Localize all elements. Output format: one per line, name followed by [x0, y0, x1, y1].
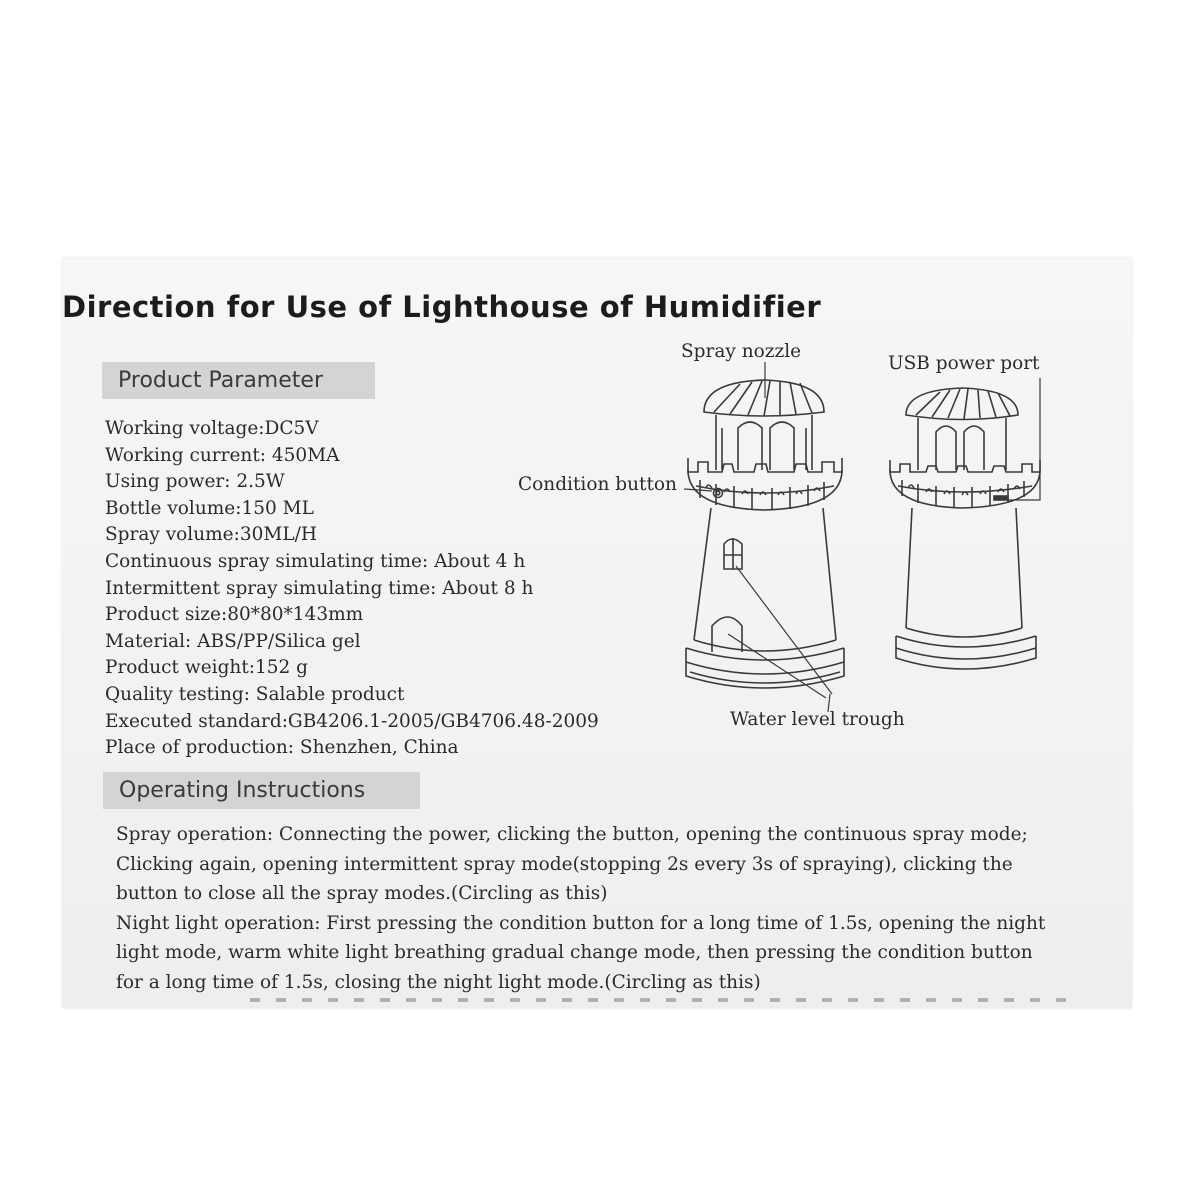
lighthouse-side-illustration — [890, 388, 1040, 669]
param-item: Product size:80*80*143mm — [105, 604, 364, 626]
instruction-line: Clicking again, opening intermittent spray mode(stopping 2s every 3s of spraying), clicking the — [116, 853, 1013, 875]
usb-power-port-label: USB power port — [888, 353, 1040, 374]
operating-instructions-heading: Operating Instructions — [103, 772, 420, 809]
param-item: Spray volume:30ML/H — [105, 524, 318, 546]
param-item: Intermittent spray simulating time: About 8 h — [105, 577, 534, 599]
spray-nozzle-label: Spray nozzle — [681, 341, 802, 362]
document-title: Direction for Use of Lighthouse of Humidifier — [62, 290, 822, 324]
instruction-line: Night light operation: First pressing the condition button for a long time of 1.5s, opening the night — [116, 912, 1046, 934]
param-item: Using power: 2.5W — [105, 471, 285, 493]
param-item: Continuous spray simulating time: About 4 h — [105, 550, 526, 572]
instruction-line: for a long time of 1.5s, closing the night light mode.(Circling as this) — [116, 971, 761, 993]
lighthouse-front-illustration — [686, 380, 844, 688]
param-item: Working voltage:DC5V — [105, 418, 319, 439]
instruction-line: Spray operation: Connecting the power, clicking the button, opening the continuous spray mode; — [116, 824, 1028, 845]
product-parameter-heading: Product Parameter — [102, 362, 375, 399]
param-item: Bottle volume:150 ML — [105, 497, 314, 519]
water-level-trough-label: Water level trough — [730, 709, 905, 730]
param-item: Quality testing: Salable product — [105, 683, 405, 705]
instruction-line: button to close all the spray modes.(Circling as this) — [116, 883, 608, 904]
instruction-line: light mode, warm white light breathing gradual change mode, then pressing the condition button — [116, 942, 1033, 963]
param-item: Product weight:152 g — [105, 657, 309, 679]
param-item: Material: ABS/PP/Silica gel — [105, 630, 361, 652]
param-item: Place of production: Shenzhen, China — [105, 737, 459, 759]
param-item: Executed standard:GB4206.1-2005/GB4706.48-2009 — [105, 710, 599, 732]
param-item: Working current: 450MA — [105, 444, 340, 466]
condition-button-label: Condition button — [518, 474, 677, 495]
